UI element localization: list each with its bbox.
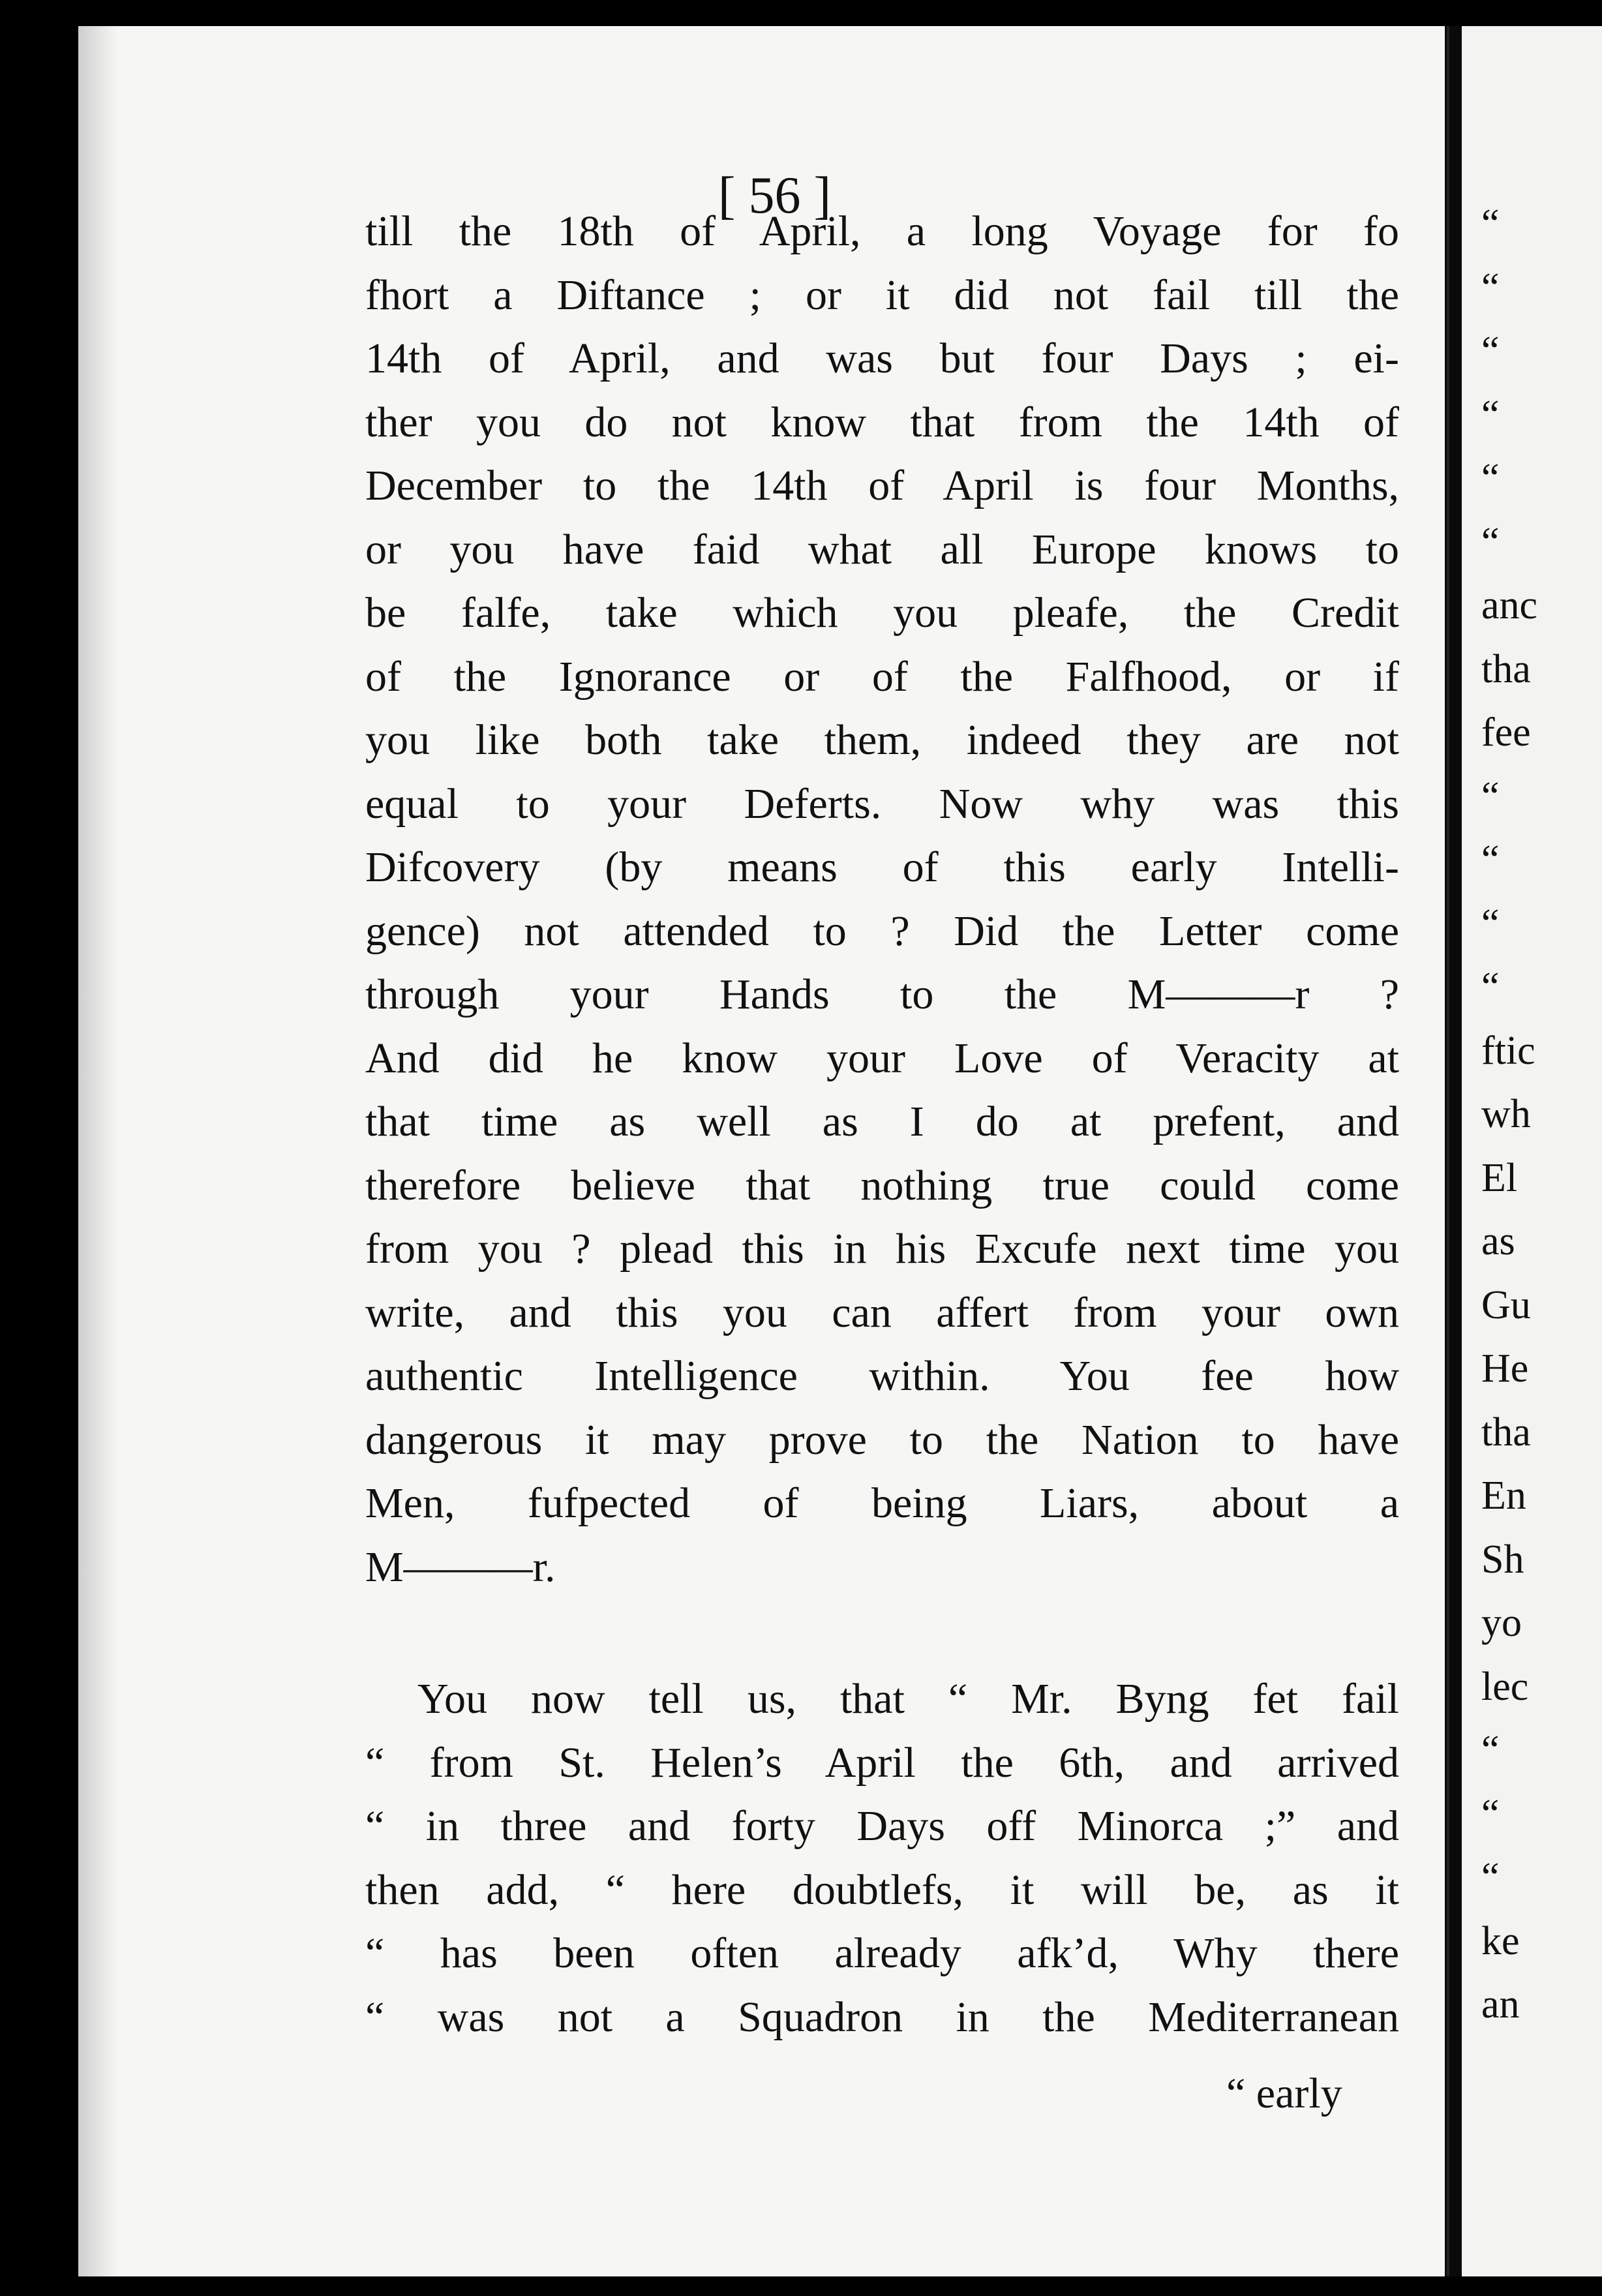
body-text (365, 200, 1399, 2049)
text-line: “ was not a Squadron in the Mediterranean (365, 1993, 1399, 2041)
facing-page-line: “ (1481, 1728, 1500, 1772)
facing-page-line: ftic (1481, 1028, 1535, 1073)
facing-page-line: “ (1481, 1855, 1500, 1899)
facing-page-line: wh (1481, 1092, 1531, 1136)
facing-page-line: “ (1481, 329, 1500, 373)
text-line: till the 18th of April, a long Voyage for fo (365, 207, 1399, 255)
text-line: gence) not attended to ? Did the Letter come (365, 907, 1399, 955)
facing-page-line: lec (1481, 1664, 1529, 1709)
facing-page-line: He (1481, 1346, 1529, 1391)
facing-page-line: ke (1481, 1918, 1520, 1963)
facing-page-line: Gu (1481, 1282, 1531, 1327)
text-line: write, and this you can affert from your own (365, 1288, 1399, 1337)
text-line: M———r. (365, 1543, 556, 1591)
facing-page-line: “ (1481, 456, 1500, 500)
facing-page-line: “ (1481, 965, 1500, 1009)
catchword: “ early (1226, 2070, 1342, 2117)
facing-page-line: as (1481, 1219, 1515, 1263)
text-line: You now tell us, that “ Mr. Byng fet fail (417, 1675, 1399, 1723)
facing-page-line: “ (1481, 838, 1500, 882)
facing-page-line: “ (1481, 265, 1500, 310)
facing-page-line: “ (1481, 202, 1500, 246)
text-line: be falfe, take which you pleafe, the Credit (365, 589, 1399, 637)
text-line: then add, “ here doubtlefs, it will be, as it (365, 1865, 1399, 1914)
facing-page-line: tha (1481, 1410, 1531, 1455)
text-line: December to the 14th of April is four Months, (365, 462, 1399, 509)
page-number-header: [ 56 ] (718, 167, 832, 224)
facing-page-line: “ (1481, 901, 1500, 946)
facing-page-line: “ (1481, 519, 1500, 564)
page-edge-shadow (78, 26, 117, 2276)
text-line: “ has been often already afk’d, Why there (365, 1929, 1399, 1977)
text-line: “ from St. Helen’s April the 6th, and arrived (365, 1738, 1399, 1787)
text-line: fhort a Diftance ; or it did not fail till the (365, 271, 1399, 319)
facing-page-line: fee (1481, 710, 1531, 755)
facing-page-line: Sh (1481, 1537, 1524, 1582)
text-line: “ in three and forty Days off Minorca ;” and (365, 1802, 1399, 1850)
facing-page-line: an (1481, 1982, 1520, 2027)
facing-page-line: “ (1481, 774, 1500, 819)
text-line: 14th of April, and was but four Days ; ei- (365, 335, 1399, 382)
facing-page (1462, 26, 1602, 2276)
facing-page-line: “ (1481, 392, 1500, 437)
text-line: of the Ignorance or of the Falfhood, or if (365, 652, 1399, 701)
gutter-line (1447, 26, 1449, 2276)
text-line: you like both take them, indeed they are not (365, 716, 1399, 764)
text-line: Difcovery (by means of this early Intelli- (365, 843, 1399, 891)
facing-page-line: yo (1481, 1601, 1522, 1645)
facing-page-line: tha (1481, 646, 1531, 691)
text-line: or you have faid what all Europe knows to (365, 525, 1399, 573)
paragraph-gap (365, 1599, 1399, 1667)
text-line: dangerous it may prove to the Nation to have (365, 1415, 1399, 1464)
facing-page-line: anc (1481, 583, 1538, 627)
facing-page-line: En (1481, 1473, 1526, 1518)
text-line: authentic Intelligence within. You fee how (365, 1352, 1399, 1400)
text-line: ther you do not know that from the 14th of (365, 398, 1399, 446)
text-line: therefore believe that nothing true could come (365, 1161, 1399, 1209)
text-line: that time as well as I do at prefent, and (365, 1098, 1399, 1145)
text-line: through your Hands to the M———r ? (365, 971, 1399, 1018)
text-line: Men, fufpected of being Liars, about a (365, 1479, 1399, 1527)
text-line: And did he know your Love of Veracity at (365, 1034, 1399, 1082)
facing-page-line: El (1481, 1155, 1518, 1200)
facing-page-text (1481, 192, 1599, 2037)
text-line: equal to your Deferts. Now why was this (365, 779, 1399, 828)
facing-page-line: “ (1481, 1791, 1500, 1836)
text-line: from you ? plead this in his Excufe next time you (365, 1225, 1399, 1273)
